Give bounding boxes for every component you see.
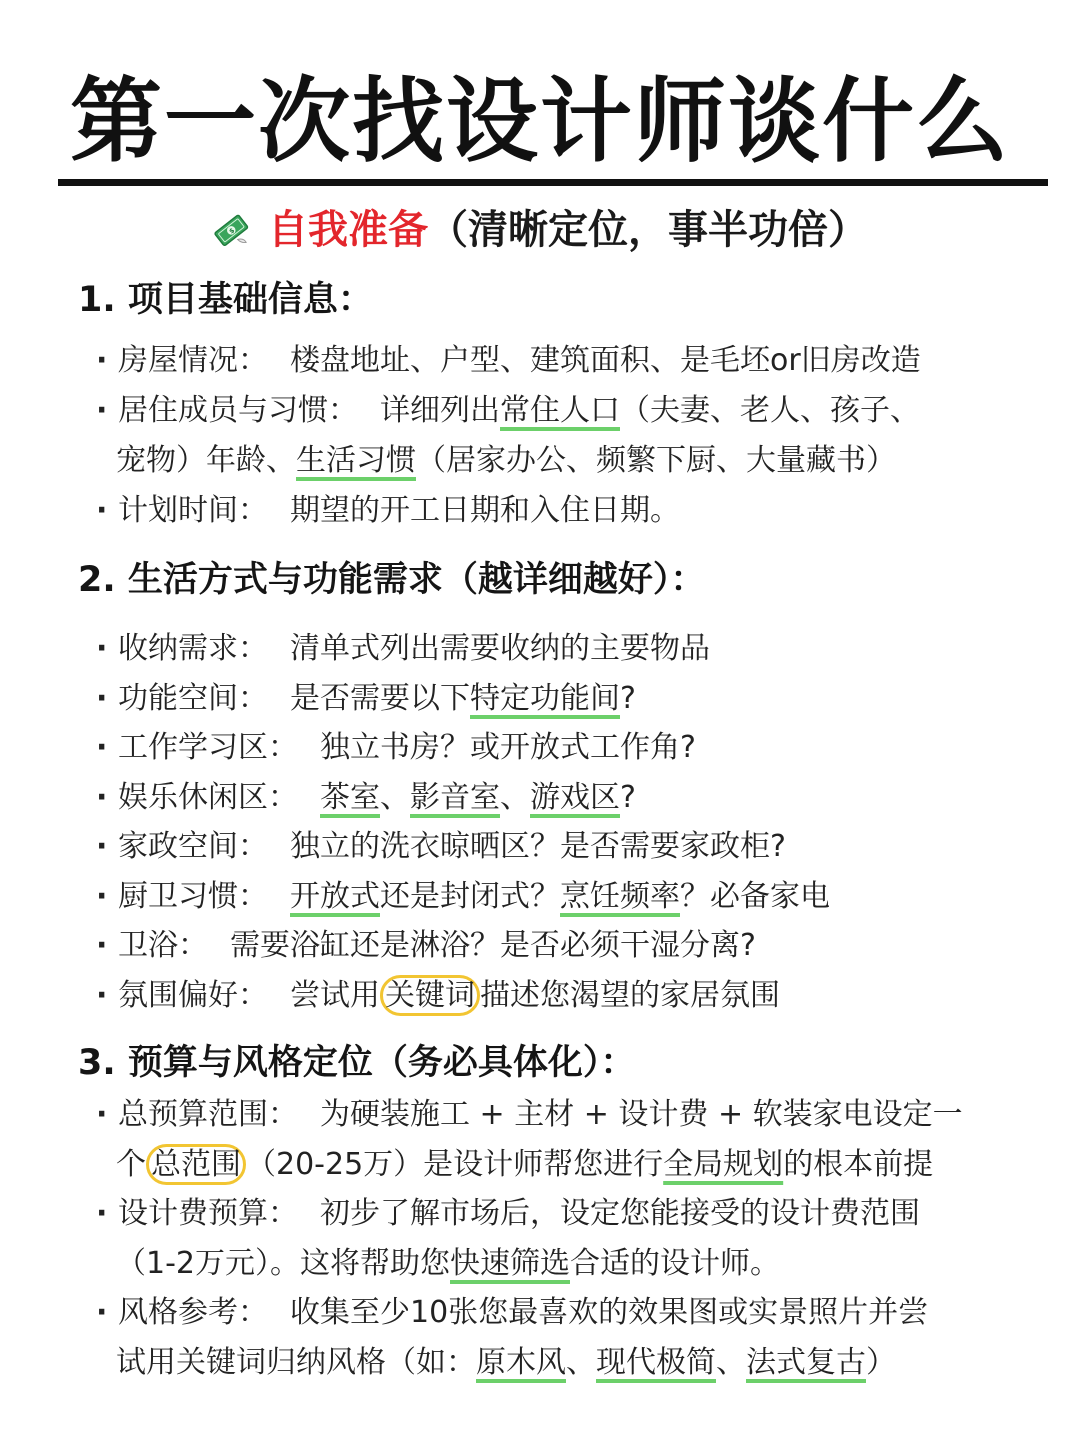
item-text: 详细列出 — [380, 393, 500, 428]
bullet: · — [96, 780, 108, 815]
item-label: 收纳需求： — [118, 631, 268, 666]
item-text: 初步了解市场后，设定您能接受的设计费范围 — [320, 1196, 920, 1231]
item-text: 独立的洗衣晾晒区？是否需要家政柜? — [290, 829, 786, 864]
item-label: 工作学习区： — [118, 730, 298, 765]
item-text: 期望的开工日期和入住日期。 — [290, 493, 680, 528]
item-text: 为硬装施工 + 主材 + 设计费 + 软装家电设定一 — [320, 1097, 963, 1132]
item-label: 总预算范围： — [118, 1097, 298, 1132]
item-label: 厨卫习惯： — [118, 879, 268, 914]
bullet: · — [96, 493, 108, 528]
bullet: · — [96, 393, 108, 428]
svg-text:$: $ — [227, 226, 237, 236]
item-label: 氛围偏好： — [118, 978, 268, 1013]
section-heading-budget-style: 3. 预算与风格定位（务必具体化）： — [78, 1043, 636, 1083]
item-text: 清单式列出需要收纳的主要物品 — [290, 631, 710, 666]
highlight-underline: 影音室 — [410, 780, 500, 815]
title-divider — [58, 179, 1048, 186]
item-text: ? — [620, 780, 636, 815]
highlight-underline: 烹饪频率 — [560, 879, 680, 914]
highlight-underline: 生活习惯 — [296, 443, 416, 478]
item-text: （居家办公、频繁下厨、大量藏书） — [416, 443, 896, 478]
section-heading-lifestyle: 2. 生活方式与功能需求（越详细越好）： — [78, 560, 706, 600]
subtitle-accent: 自我准备 — [268, 207, 428, 253]
item-text: 独立书房？或开放式工作角? — [320, 730, 696, 765]
bullet: · — [96, 1295, 108, 1330]
item-text: （20-25万）是设计师帮您进行 — [246, 1147, 664, 1182]
page-title: 第一次找设计师谈什么 — [69, 68, 1010, 175]
bullet: · — [96, 681, 108, 716]
highlight-underline: 全局规划 — [663, 1147, 784, 1182]
item-text: ? — [620, 681, 636, 716]
bullet: · — [96, 879, 108, 914]
highlight-underline: 常住人口 — [500, 393, 620, 428]
item-label: 卫浴： — [118, 928, 208, 963]
item-text: 描述您渴望的家居氛围 — [480, 978, 780, 1013]
bullet: · — [96, 730, 108, 765]
highlight-circle: 总范围 — [146, 1144, 246, 1185]
bullet: · — [96, 829, 108, 864]
item-label: 设计费预算： — [118, 1196, 298, 1231]
item-text: 试用关键词归纳风格（如： — [116, 1345, 476, 1380]
bullet: · — [96, 1196, 108, 1231]
item-text: 还是封闭式？ — [380, 879, 560, 914]
money-with-wings-icon — [212, 211, 250, 249]
section-heading-basic-info: 1. 项目基础信息： — [78, 280, 373, 320]
item-text: （夫妻、老人、孩子、 — [620, 393, 920, 428]
item-label: 功能空间： — [118, 681, 268, 716]
highlight-underline: 茶室 — [320, 780, 380, 815]
separator: 、 — [500, 780, 530, 815]
separator: 、 — [716, 1345, 746, 1380]
item-text: ？必备家电 — [680, 879, 830, 914]
item-text: 是否需要以下 — [290, 681, 470, 716]
subtitle-rest: （清晰定位，事半功倍） — [428, 207, 868, 253]
bullet: · — [96, 928, 108, 963]
item-text: （1-2万元）。这将帮助您 — [116, 1246, 450, 1281]
item-label: 家政空间： — [118, 829, 268, 864]
item-text: 收集至少10张您最喜欢的效果图或实景照片并尝 — [290, 1295, 929, 1330]
highlight-underline: 开放式 — [290, 879, 380, 914]
item-label: 计划时间： — [118, 493, 268, 528]
item-label: 房屋情况： — [118, 343, 268, 378]
item-text: 宠物）年龄、 — [116, 443, 296, 478]
highlight-underline: 原木风 — [476, 1345, 566, 1380]
highlight-underline: 快速筛选 — [450, 1246, 570, 1281]
item-text: 的根本前提 — [783, 1147, 934, 1182]
highlight-underline: 特定功能间 — [470, 681, 620, 716]
item-text: 合适的设计师。 — [570, 1246, 780, 1281]
item-label: 居住成员与习惯： — [118, 393, 358, 428]
item-label: 风格参考： — [118, 1295, 268, 1330]
item-text: 尝试用 — [290, 978, 380, 1013]
item-text: ） — [866, 1345, 896, 1380]
item-text: 需要浴缸还是淋浴？是否必须干湿分离? — [230, 928, 756, 963]
bullet: · — [96, 1097, 108, 1132]
item-label: 娱乐休闲区： — [118, 780, 298, 815]
highlight-circle: 关键词 — [380, 975, 480, 1016]
separator: 、 — [566, 1345, 596, 1380]
bullet: · — [96, 978, 108, 1013]
separator: 、 — [380, 780, 410, 815]
highlight-underline: 法式复古 — [746, 1345, 866, 1380]
bullet: · — [96, 343, 108, 378]
highlight-underline: 现代极简 — [596, 1345, 716, 1380]
section-subtitle — [0, 202, 1080, 258]
item-text: 楼盘地址、户型、建筑面积、是毛坯or旧房改造 — [290, 343, 921, 378]
bullet: · — [96, 631, 108, 666]
highlight-underline: 游戏区 — [530, 780, 620, 815]
item-text: 个 — [116, 1147, 146, 1182]
